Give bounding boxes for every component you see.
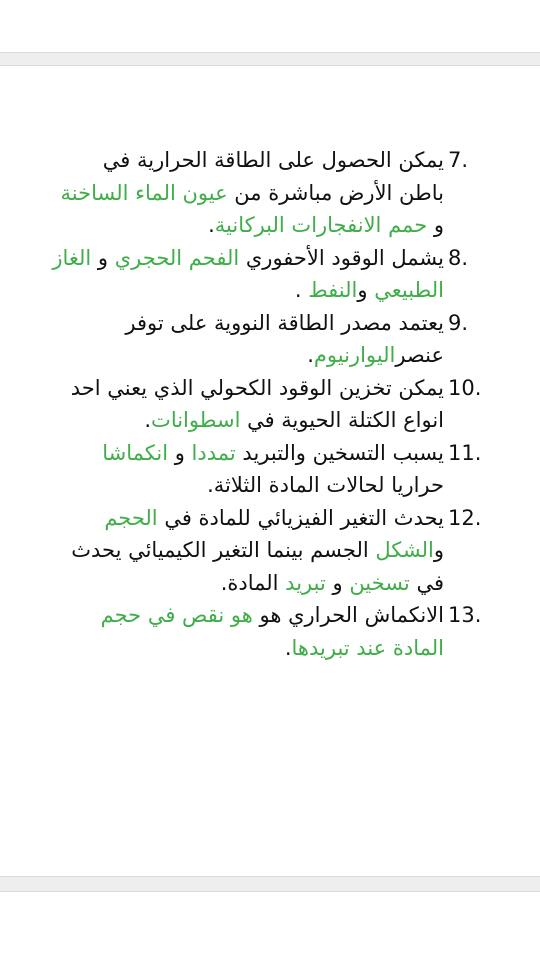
- list-item-9: [52, 307, 469, 372]
- item-text: و: [168, 440, 192, 465]
- item-number: 8.: [448, 245, 469, 270]
- item-text: الجسم بينما التغير الكيميائي يحدث في: [71, 538, 444, 595]
- highlighted-term: الغاز الطبيعي: [52, 245, 444, 302]
- numbered-list: [52, 144, 482, 664]
- item-text: يسبب التسخين والتبريد: [235, 440, 444, 465]
- item-number: 7.: [448, 148, 469, 172]
- item-text: حراريا لحالات المادة الثلاثة.: [207, 473, 444, 497]
- item-number: 9.: [448, 310, 469, 335]
- highlighted-term: هو نقص في حجم المادة عند تبريدها: [100, 603, 444, 660]
- highlighted-term: الفحم الحجري: [114, 245, 240, 270]
- item-text: يمكن الحصول على الطاقة الحرارية في باطن الأرض مباشرة من: [102, 148, 444, 205]
- item-text: يعتمد مصدر الطاقة النووية على توفر عنصر: [125, 310, 444, 367]
- item-text: .: [294, 278, 309, 302]
- list-item-10: [52, 372, 482, 437]
- page-separator-top: [0, 52, 540, 66]
- list-item-11: [52, 437, 482, 502]
- item-number: 10.: [448, 375, 482, 400]
- list-item-7: [52, 144, 469, 242]
- highlighted-term: تبريد: [285, 570, 326, 595]
- highlighted-term: حمم الانفجارات البركانية: [214, 213, 428, 237]
- highlighted-term: اسطوانات: [151, 408, 241, 432]
- document-page: [0, 66, 540, 876]
- highlighted-term: الحجم: [104, 505, 158, 530]
- list-item-12: [52, 502, 482, 600]
- item-text: المادة.: [220, 570, 286, 595]
- item-text: .: [144, 408, 152, 432]
- item-text: و: [91, 245, 115, 270]
- item-text: و: [357, 278, 375, 302]
- highlighted-term: تسخين: [349, 570, 410, 595]
- item-text: الانكماش الحراري هو: [252, 603, 444, 627]
- item-number: 11.: [448, 440, 482, 465]
- item-text: .: [284, 635, 292, 660]
- top-margin: [0, 0, 540, 52]
- item-number: 13.: [448, 603, 482, 627]
- item-text: .: [307, 343, 314, 367]
- highlighted-term: عيون الماء الساخنة: [60, 180, 228, 205]
- item-text: .: [208, 213, 215, 237]
- highlighted-term: تمددا: [191, 440, 236, 465]
- highlighted-term: النفط: [308, 278, 358, 302]
- highlighted-term: اليوارنيوم: [313, 343, 396, 367]
- highlighted-term: الشكل: [375, 538, 434, 562]
- list-item-13: [52, 599, 482, 664]
- item-text: و: [433, 538, 444, 562]
- item-text: و: [427, 213, 444, 237]
- list-item-8: [52, 242, 469, 307]
- item-text: يشمل الوقود الأحفوري: [239, 245, 444, 270]
- item-text: يمكن تخزين الوقود الكحولي الذي يعني احد انواع الكتلة الحيوية في: [70, 375, 444, 432]
- page-separator-bottom: [0, 876, 540, 892]
- item-text: و: [325, 570, 350, 595]
- highlighted-term: انكماشا: [102, 440, 169, 465]
- item-text: يحدث التغير الفيزيائي للمادة في: [157, 505, 444, 530]
- bottom-margin: [0, 892, 540, 960]
- item-number: 12.: [448, 505, 482, 530]
